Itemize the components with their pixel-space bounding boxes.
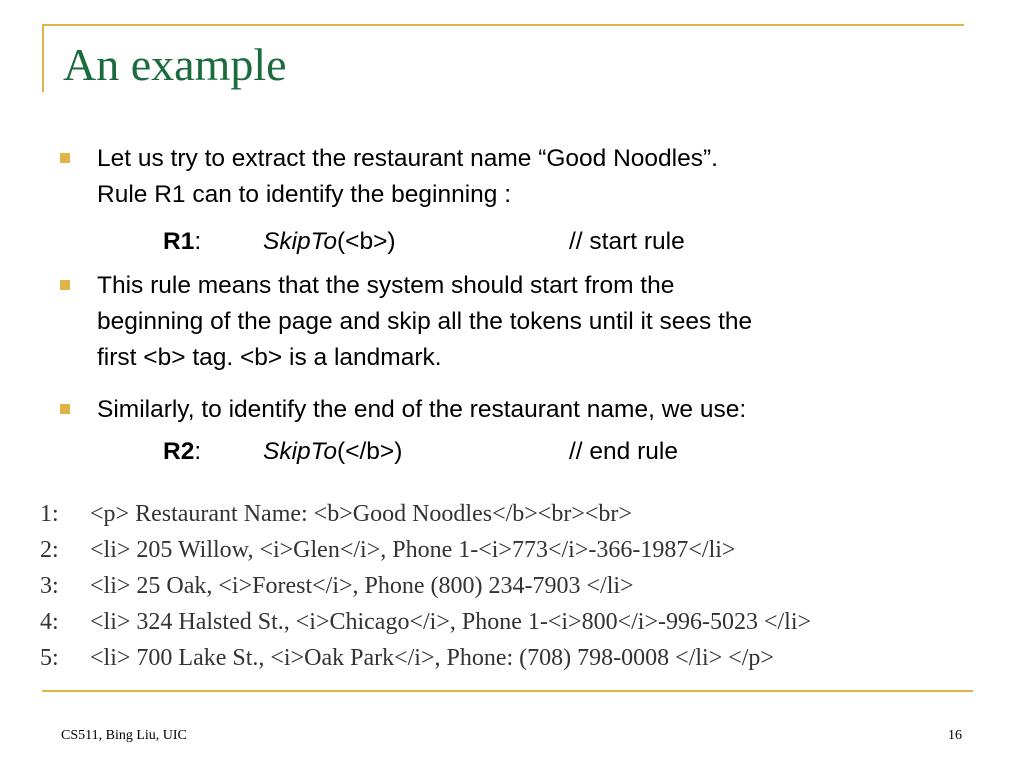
bullet-item-2 bbox=[97, 268, 977, 376]
bullet-line: Rule R1 can to identify the beginning : bbox=[97, 181, 512, 208]
rule-colon: : bbox=[194, 438, 202, 465]
code-text: <li> 700 Lake St., <i>Oak Park</i>, Phone: (708) 798-0008 </li> </p> bbox=[90, 645, 774, 671]
code-line bbox=[40, 640, 990, 676]
code-text: <li> 205 Willow, <i>Glen</i>, Phone 1-<i>773</i>-366-1987</li> bbox=[90, 537, 736, 563]
code-text: <li> 324 Halsted St., <i>Chicago</i>, Phone 1-<i>800</i>-996-5023 </li> bbox=[90, 609, 812, 635]
footer-page-number: 16 bbox=[948, 728, 962, 743]
rule-command-name: SkipTo bbox=[263, 228, 338, 255]
rule-command bbox=[263, 434, 402, 470]
line-number: 1: bbox=[40, 501, 59, 527]
bullet-line: Similarly, to identify the end of the restaurant name, we use: bbox=[97, 396, 747, 423]
square-bullet-icon bbox=[60, 404, 70, 414]
line-number: 4: bbox=[40, 609, 59, 635]
code-line bbox=[40, 568, 990, 604]
bullet-item-1 bbox=[97, 141, 977, 213]
html-code-sample bbox=[40, 496, 990, 676]
rule-id bbox=[163, 224, 201, 260]
rule-command-name: SkipTo bbox=[263, 438, 338, 465]
square-bullet-icon bbox=[60, 280, 70, 290]
rule-comment: // end rule bbox=[569, 438, 678, 465]
code-text: <li> 25 Oak, <i>Forest</i>, Phone (800) 234-7903 </li> bbox=[90, 573, 634, 599]
rule-argument: (<b>) bbox=[337, 228, 396, 255]
left-border-line bbox=[42, 24, 44, 92]
line-number: 2: bbox=[40, 537, 59, 563]
line-number: 5: bbox=[40, 645, 59, 671]
code-line bbox=[40, 496, 990, 532]
footer-course-info: CS511, Bing Liu, UIC bbox=[61, 728, 187, 743]
square-bullet-icon bbox=[60, 153, 70, 163]
rule-comment: // start rule bbox=[569, 228, 685, 255]
bullet-line: Let us try to extract the restaurant name “Good Noodles”. bbox=[97, 145, 718, 172]
bullet-line: first <b> tag. <b> is a landmark. bbox=[97, 344, 442, 371]
rule-id-label: R1 bbox=[163, 228, 195, 255]
code-line bbox=[40, 604, 990, 640]
bullet-item-3 bbox=[97, 392, 977, 428]
rule-argument: (</b>) bbox=[337, 438, 403, 465]
rule-id bbox=[163, 434, 201, 470]
rule-colon: : bbox=[194, 228, 202, 255]
bullet-line: beginning of the page and skip all the tokens until it sees the bbox=[97, 308, 753, 335]
rule-id-label: R2 bbox=[163, 438, 195, 465]
top-border-line bbox=[42, 24, 964, 26]
slide-title: An example bbox=[63, 39, 287, 90]
rule-command bbox=[263, 224, 396, 260]
code-line bbox=[40, 532, 990, 568]
bullet-line: This rule means that the system should start from the bbox=[97, 272, 675, 299]
line-number: 3: bbox=[40, 573, 59, 599]
bottom-border-line bbox=[42, 690, 973, 692]
code-text: <p> Restaurant Name: <b>Good Noodles</b><br><br> bbox=[90, 501, 632, 527]
